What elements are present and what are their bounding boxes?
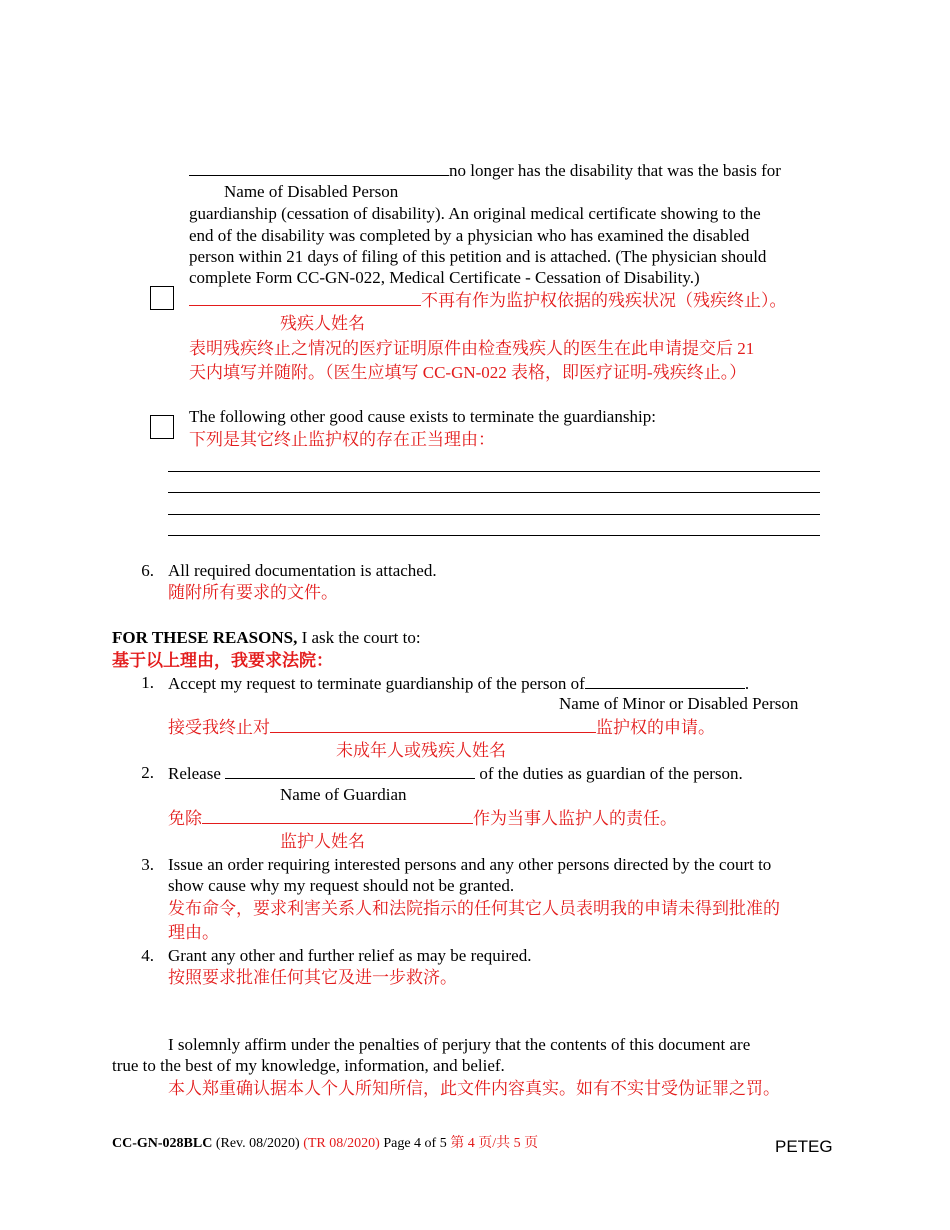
item-6-text-zh: 随附所有要求的文件。 [168, 583, 338, 602]
request-1-pre-zh: 接受我终止对 [168, 718, 270, 737]
disabled-name-blank-zh[interactable] [189, 289, 421, 306]
request-2-post-zh: 作为当事人监护人的责任。 [473, 809, 677, 828]
form-id: CC-GN-028BLC [112, 1136, 213, 1151]
request-1-post-zh: 监护权的申请。 [596, 718, 715, 737]
reasons-rest: I ask the court to: [297, 628, 421, 647]
disabled-name-label-zh: 残疾人姓名 [280, 314, 365, 333]
footer-form-info [112, 1135, 538, 1153]
guardian-name-blank[interactable] [225, 762, 475, 779]
request-2-number: 2. [141, 763, 154, 782]
translation-revision: (TR 08/2020) [303, 1136, 380, 1151]
request-3-number: 3. [141, 855, 154, 874]
form-revision: (Rev. 08/2020) [212, 1136, 304, 1151]
request-1-line [168, 672, 749, 694]
disability-line-3-zh: 天内填写并随附。（医生应填写 CC-GN-022 表格，即医疗证明-残疾终止。） [189, 363, 747, 382]
affirmation-line-2: true to the best of my knowledge, information, and belief. [112, 1056, 505, 1075]
disabled-name-line-zh [189, 289, 787, 311]
other-cause-line-3[interactable] [168, 514, 820, 515]
minor-name-label: Name of Minor or Disabled Person [559, 694, 799, 713]
disability-line-2: guardianship (cessation of disability). An original medical certificate showing to the [189, 204, 761, 223]
disability-line-4: person within 21 days of filing of this petition and is attached. (The physician should [189, 247, 767, 266]
disability-text-zh: 不再有作为监护权依据的残疾状况（残疾终止）。 [421, 291, 787, 310]
request-1-text: Accept my request to terminate guardianship of the person of [168, 674, 585, 693]
page-number-zh: 第 4 页/共 5 页 [450, 1136, 539, 1151]
disabled-name-label: Name of Disabled Person [224, 182, 399, 201]
disabled-name-line [189, 159, 781, 181]
other-cause-line-4[interactable] [168, 535, 820, 536]
affirmation-line-1: I solemnly affirm under the penalties of perjury that the contents of this document are [168, 1035, 751, 1054]
disability-line-3: end of the disability was completed by a physician who has examined the disabled [189, 226, 750, 245]
item-6-number: 6. [141, 561, 154, 580]
request-2-pre: Release [168, 764, 221, 783]
minor-name-blank[interactable] [585, 672, 745, 689]
reasons-heading [112, 627, 421, 648]
request-3-line-1-zh: 发布命令，要求利害关系人和法院指示的任何其它人员表明我的申请未得到批准的 [168, 899, 780, 918]
disability-line-5: complete Form CC-GN-022, Medical Certificate - Cessation of Disability.) [189, 268, 700, 287]
disability-text: no longer has the disability that was the basis for [449, 161, 781, 180]
other-good-cause-checkbox[interactable] [150, 415, 174, 439]
request-1-number: 1. [141, 673, 154, 692]
request-2-line-zh [168, 807, 677, 829]
request-3-line-2: show cause why my request should not be granted. [168, 876, 515, 895]
request-2-line [168, 762, 743, 784]
page-number: Page 4 of 5 [379, 1136, 451, 1151]
request-2-post: of the duties as guardian of the person. [479, 764, 743, 783]
disabled-name-blank[interactable] [189, 159, 449, 176]
request-1-period: . [744, 674, 750, 693]
guardian-name-blank-zh[interactable] [202, 807, 473, 824]
other-cause-line-1[interactable] [168, 471, 820, 472]
request-1-line-zh [168, 716, 715, 738]
cessation-of-disability-checkbox[interactable] [150, 286, 174, 310]
guardian-name-label-zh: 监护人姓名 [280, 832, 365, 851]
request-4-text-zh: 按照要求批准任何其它及进一步救济。 [168, 968, 457, 987]
other-cause-text-zh: 下列是其它终止监护权的存在正当理由： [189, 430, 495, 449]
minor-name-blank-zh[interactable] [270, 716, 596, 733]
other-cause-text: The following other good cause exists to terminate the guardianship: [189, 407, 656, 426]
request-3-line-1: Issue an order requiring interested persons and any other persons directed by the court to [168, 855, 772, 874]
request-4-text: Grant any other and further relief as may be required. [168, 946, 532, 965]
reasons-bold: FOR THESE REASONS, [112, 628, 298, 647]
affirmation-zh: 本人郑重确认据本人个人所知所信，此文件内容真实。如有不实甘受伪证罪之罚。 [168, 1079, 780, 1098]
request-2-pre-zh: 免除 [168, 809, 202, 828]
reasons-heading-zh: 基于以上理由，我要求法院： [112, 651, 333, 670]
disability-line-2-zh: 表明残疾终止之情况的医疗证明原件由检查残疾人的医生在此申请提交后 21 [189, 339, 755, 358]
other-cause-line-2[interactable] [168, 492, 820, 493]
request-3-line-2-zh: 理由。 [168, 923, 219, 942]
request-4-number: 4. [141, 946, 154, 965]
guardian-name-label: Name of Guardian [280, 785, 407, 804]
minor-name-label-zh: 未成年人或残疾人姓名 [336, 741, 506, 760]
item-6-text: All required documentation is attached. [168, 561, 437, 580]
form-code: PETEG [775, 1137, 833, 1156]
